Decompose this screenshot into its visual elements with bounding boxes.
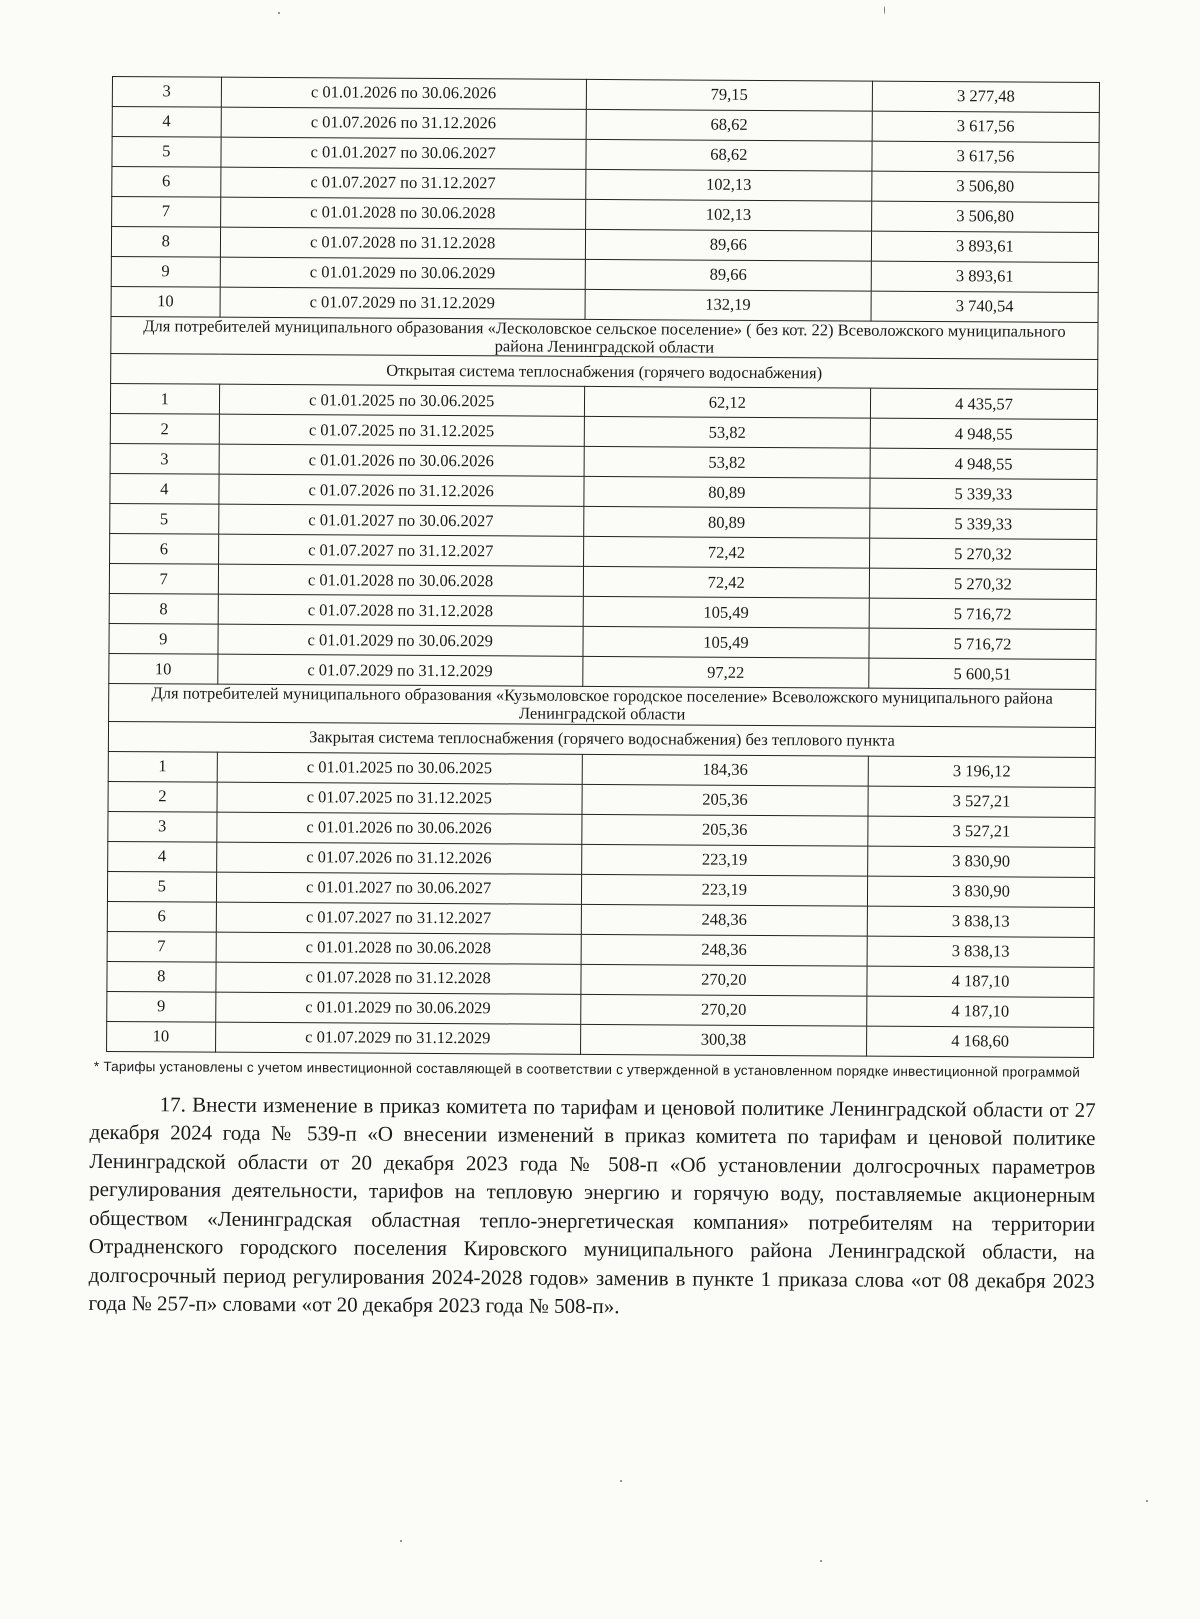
- row-number: 8: [111, 227, 220, 258]
- period-cell: с 01.01.2025 по 30.06.2025: [217, 752, 582, 784]
- period-cell: с 01.07.2028 по 31.12.2028: [215, 962, 580, 994]
- period-cell: с 01.07.2029 по 31.12.2029: [217, 654, 582, 686]
- scan-speck: [820, 1560, 822, 1562]
- period-cell: с 01.07.2026 по 31.12.2026: [218, 474, 583, 506]
- value2-cell: 3 617,56: [872, 111, 1099, 142]
- row-number: 7: [107, 931, 216, 962]
- row-number: 1: [110, 384, 219, 415]
- period-cell: с 01.01.2027 по 30.06.2027: [216, 872, 581, 904]
- value1-cell: 80,89: [584, 477, 870, 509]
- row-number: 6: [112, 167, 221, 198]
- period-cell: с 01.07.2029 по 31.12.2029: [220, 287, 585, 319]
- value1-cell: 205,36: [582, 784, 868, 816]
- value2-cell: 4 948,55: [870, 418, 1097, 449]
- value1-cell: 97,22: [583, 657, 869, 689]
- value2-cell: 3 838,13: [867, 936, 1094, 967]
- row-number: 6: [107, 901, 216, 932]
- period-cell: с 01.07.2027 по 31.12.2027: [218, 534, 583, 566]
- period-cell: с 01.01.2026 по 30.06.2026: [221, 77, 586, 109]
- row-number: 10: [111, 286, 220, 317]
- value1-cell: 270,20: [580, 994, 866, 1026]
- value2-cell: 3 277,48: [872, 81, 1099, 112]
- scan-speck: [1146, 1500, 1148, 1502]
- value2-cell: 3 893,61: [871, 231, 1098, 262]
- row-number: 9: [107, 991, 216, 1022]
- value1-cell: 89,66: [585, 259, 871, 291]
- row-number: 7: [109, 564, 218, 595]
- row-number: 7: [112, 197, 221, 228]
- period-cell: с 01.01.2029 по 30.06.2029: [220, 257, 585, 289]
- value2-cell: 3 893,61: [871, 261, 1098, 292]
- row-number: 4: [108, 841, 217, 872]
- value1-cell: 68,62: [586, 139, 872, 171]
- tariff-table: [106, 76, 1100, 1058]
- period-cell: с 01.07.2029 по 31.12.2029: [215, 1022, 580, 1054]
- period-cell: с 01.01.2026 по 30.06.2026: [219, 444, 584, 476]
- table-row: [107, 1021, 1094, 1057]
- value2-cell: 3 830,90: [868, 846, 1095, 877]
- value2-cell: 3 617,56: [872, 141, 1099, 172]
- row-number: 4: [110, 474, 219, 505]
- value2-cell: 5 270,32: [869, 568, 1096, 599]
- scan-speck: [620, 1480, 622, 1482]
- value1-cell: 300,38: [580, 1024, 866, 1056]
- row-number: 9: [109, 624, 218, 655]
- row-number: 5: [112, 137, 221, 168]
- row-number: 3: [108, 811, 217, 842]
- period-cell: с 01.01.2027 по 30.06.2027: [218, 504, 583, 536]
- value1-cell: 62,12: [584, 387, 870, 419]
- scan-speck: [278, 12, 280, 14]
- period-cell: с 01.01.2026 по 30.06.2026: [216, 812, 581, 844]
- period-cell: с 01.07.2025 по 31.12.2025: [219, 414, 584, 446]
- row-number: 3: [110, 444, 219, 475]
- section-heading: Для потребителей муниципального образования «Кузьмоловское городское поселение» Всеволожского муниципального района Ленинградской области: [109, 684, 1096, 727]
- period-cell: с 01.01.2025 по 30.06.2025: [219, 384, 584, 416]
- value1-cell: 79,15: [586, 79, 872, 111]
- value2-cell: 3 506,80: [872, 201, 1099, 232]
- row-number: 2: [110, 414, 219, 445]
- period-cell: с 01.07.2026 по 31.12.2026: [221, 107, 586, 139]
- value2-cell: 5 716,72: [869, 628, 1096, 659]
- period-cell: с 01.01.2029 по 30.06.2029: [215, 992, 580, 1024]
- section-heading-row: [111, 316, 1098, 359]
- period-cell: с 01.01.2027 по 30.06.2027: [221, 137, 586, 169]
- period-cell: с 01.07.2028 по 31.12.2028: [218, 594, 583, 626]
- paragraph-17: 17. Внести изменение в приказ комитета по тарифам и ценовой политике Ленинградской области от 27 декабря 2024 года № 539-п «О внесении изменений в приказ комитета по тарифам и ценовой политике Ленинградской области от 20 декабря 2023 года № 508-п «Об установлении долгосрочных параметров регулирования деятельности, тарифов на тепловую энергию и горячую воду, поставляемые акционерным обществом «Ленинградская областная тепло-энергетическая компания» потребителям на территории Отрадненского городского поселения Кировского муниципального района Ленинградской области, на долгосрочный период регулирования 2024-2028 годов» заменив в пункте 1 приказа слова «от 08 декабря 2023 года № 257-п» словами «от 20 декабря 2023 года № 508-п».: [88, 1092, 1096, 1319]
- row-number: 1: [108, 751, 217, 782]
- value2-cell: 3 527,21: [868, 816, 1095, 847]
- row-number: 10: [109, 654, 218, 685]
- value1-cell: 89,66: [585, 229, 871, 261]
- period-cell: с 01.07.2025 по 31.12.2025: [217, 782, 582, 814]
- scan-speck: [884, 6, 885, 14]
- value1-cell: 205,36: [582, 814, 868, 846]
- document-page: [88, 76, 1100, 1324]
- row-number: 3: [112, 77, 221, 108]
- value1-cell: 184,36: [582, 754, 868, 786]
- value1-cell: 102,13: [585, 199, 871, 231]
- value2-cell: 3 740,54: [871, 291, 1098, 322]
- value2-cell: 4 187,10: [867, 996, 1094, 1027]
- system-type: Открытая система теплоснабжения (горячего водоснабжения): [111, 354, 1098, 390]
- period-cell: с 01.01.2029 по 30.06.2029: [218, 624, 583, 656]
- value2-cell: 5 339,33: [870, 508, 1097, 539]
- period-cell: с 01.07.2027 по 31.12.2027: [216, 902, 581, 934]
- footnote: * Тарифы установлены с учетом инвестиционной составляющей в соответствии с утвержденной в установленном порядке инвестиционной программой: [93, 1058, 1081, 1080]
- row-number: 8: [109, 594, 218, 625]
- value2-cell: 3 838,13: [867, 906, 1094, 937]
- tariff-table-body: [107, 77, 1100, 1058]
- period-cell: с 01.07.2026 по 31.12.2026: [216, 842, 581, 874]
- value1-cell: 270,20: [581, 964, 867, 996]
- value1-cell: 105,49: [583, 597, 869, 629]
- row-number: 10: [107, 1021, 216, 1052]
- value2-cell: 5 716,72: [869, 598, 1096, 629]
- period-cell: с 01.07.2028 по 31.12.2028: [220, 227, 585, 259]
- period-cell: с 01.01.2028 по 30.06.2028: [216, 932, 581, 964]
- row-number: 9: [111, 256, 220, 287]
- value1-cell: 248,36: [581, 904, 867, 936]
- value2-cell: 4 168,60: [866, 1026, 1093, 1057]
- value1-cell: 68,62: [586, 109, 872, 141]
- value2-cell: 3 506,80: [872, 171, 1099, 202]
- row-number: 2: [108, 781, 217, 812]
- value2-cell: 3 527,21: [868, 786, 1095, 817]
- value1-cell: 248,36: [581, 934, 867, 966]
- value1-cell: 105,49: [583, 627, 869, 659]
- scan-speck: [400, 1540, 402, 1542]
- value1-cell: 53,82: [584, 417, 870, 449]
- section-heading: Для потребителей муниципального образования «Лесколовское сельское поселение» ( без кот. 22) Всеволожского муниципального района Ленинградской области: [111, 316, 1098, 359]
- value2-cell: 4 187,10: [867, 966, 1094, 997]
- system-type: Закрытая система теплоснабжения (горячего водоснабжения) без теплового пункта: [108, 721, 1095, 757]
- value1-cell: 80,89: [583, 507, 869, 539]
- value1-cell: 72,42: [583, 567, 869, 599]
- row-number: 5: [107, 871, 216, 902]
- value2-cell: 3 196,12: [868, 756, 1095, 787]
- row-number: 8: [107, 961, 216, 992]
- value2-cell: 4 948,55: [870, 448, 1097, 479]
- value2-cell: 5 270,32: [869, 538, 1096, 569]
- value1-cell: 223,19: [581, 874, 867, 906]
- value2-cell: 3 830,90: [867, 876, 1094, 907]
- row-number: 6: [110, 534, 219, 565]
- period-cell: с 01.07.2027 по 31.12.2027: [220, 167, 585, 199]
- period-cell: с 01.01.2028 по 30.06.2028: [218, 564, 583, 596]
- section-heading-row: [109, 684, 1096, 727]
- row-number: 5: [110, 504, 219, 535]
- row-number: 4: [112, 107, 221, 138]
- period-cell: с 01.01.2028 по 30.06.2028: [220, 197, 585, 229]
- value1-cell: 72,42: [583, 537, 869, 569]
- value2-cell: 5 339,33: [870, 478, 1097, 509]
- value2-cell: 5 600,51: [869, 658, 1096, 689]
- value1-cell: 53,82: [584, 447, 870, 479]
- value1-cell: 102,13: [586, 169, 872, 201]
- value2-cell: 4 435,57: [870, 388, 1097, 419]
- value1-cell: 223,19: [581, 844, 867, 876]
- value1-cell: 132,19: [585, 289, 871, 321]
